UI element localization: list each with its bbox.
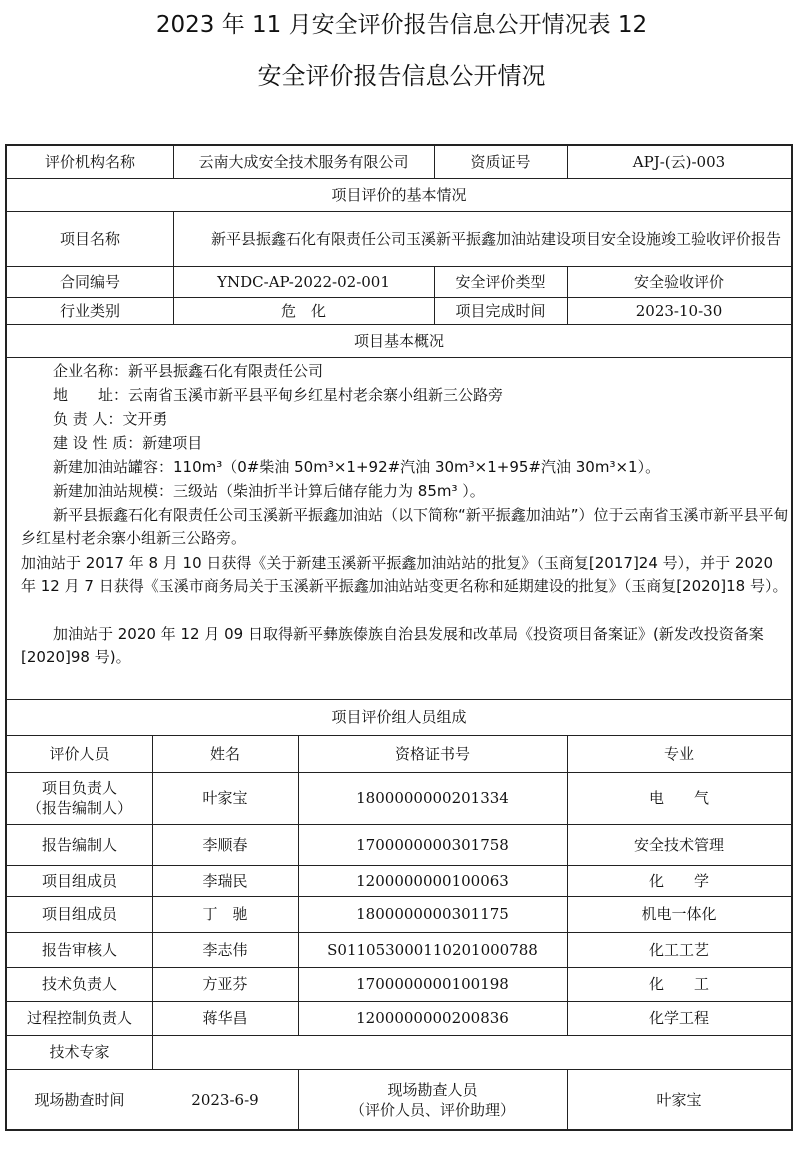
team-row-major: 化工工艺 <box>648 940 709 959</box>
report-subtitle: 安全评价报告信息公开情况 <box>257 62 546 90</box>
team-row-name: 李瑞民 <box>202 871 248 890</box>
industry-label: 行业类别 <box>59 301 120 320</box>
survey-date: 2023-6-9 <box>191 1091 259 1109</box>
project-name: 新平县振鑫石化有限责任公司玉溪新平振鑫加油站建设项目安全设施竣工验收评价报告 <box>211 229 782 248</box>
team-row-name: 李顺春 <box>202 835 248 854</box>
team-row-role: 项目负责人 （报告编制人） <box>26 779 132 817</box>
industry: 危 化 <box>280 301 326 320</box>
org-name: 云南大成安全技术服务有限公司 <box>198 153 409 171</box>
team-row-name: 丁 驰 <box>202 905 248 923</box>
info-table <box>5 144 793 1131</box>
team-row-major: 安全技术管理 <box>633 835 724 854</box>
team-row-cert: 1700000000100198 <box>356 975 509 993</box>
cert-label: 资质证号 <box>470 153 531 171</box>
team-row-cert: 1200000000100063 <box>356 871 509 890</box>
team-row-role: 项目组成员 <box>41 905 117 923</box>
team-row-name: 李志伟 <box>202 940 248 959</box>
eval-type: 安全验收评价 <box>633 272 724 291</box>
company-address: 地 址：云南省玉溪市新平县平甸乡红星村老余寨小组新三公路旁 <box>53 386 504 404</box>
contract-label: 合同编号 <box>59 272 120 291</box>
tank-capacity: 新建加油站罐容：110m³（0#柴油 50m³×1+92#汽油 30m³×1+95#汽油 30m³×1）。 <box>53 458 661 476</box>
construction-nature: 建 设 性 质：新建项目 <box>53 434 203 452</box>
col-major: 专业 <box>663 744 694 763</box>
approval-description: 加油站于 2017 年 8 月 10 日获得《关于新建玉溪新平振鑫加油站站的批复》（玉商复[2017]24 号），并于 2020 年 12 月 7 日获得《玉溪市商务局关于玉溪新平振鑫加油站站变更名称和延期建设的批复》（玉商复[2020]18 号）。 <box>21 554 788 595</box>
col-cert: 资格证书号 <box>394 744 470 763</box>
team-header: 项目评价组人员组成 <box>331 708 467 726</box>
team-row-role: 报告审核人 <box>41 940 117 959</box>
tech-expert-label: 技术专家 <box>49 1043 110 1061</box>
team-row-role: 过程控制负责人 <box>26 1009 132 1027</box>
finish-date: 2023-10-30 <box>635 301 723 320</box>
overview-header: 项目基本概况 <box>353 331 444 350</box>
station-description: 新平县振鑫石化有限责任公司玉溪新平振鑫加油站（以下简称“新平振鑫加油站”）位于云南省玉溪市新平县平甸乡红星村老余寨小组新三公路旁。 <box>21 506 789 547</box>
eval-type-label: 安全评价类型 <box>455 272 546 291</box>
report-title: 2023 年 11 月安全评价报告信息公开情况表 12 <box>155 12 648 38</box>
team-row-major: 化 学 <box>648 871 709 890</box>
col-name: 姓名 <box>209 744 240 763</box>
team-row-major: 化学工程 <box>648 1009 709 1027</box>
contract-number: YNDC-AP-2022-02-001 <box>217 272 390 291</box>
basic-info-header: 项目评价的基本情况 <box>331 185 467 204</box>
team-row-role: 报告编制人 <box>41 835 117 854</box>
team-row-name: 方亚芬 <box>202 975 248 993</box>
project-name-label: 项目名称 <box>59 229 120 248</box>
company-name: 企业名称：新平县振鑫石化有限责任公司 <box>53 362 324 380</box>
org-label: 评价机构名称 <box>44 153 135 171</box>
company-person: 负 责 人：文开勇 <box>53 410 168 428</box>
station-scale: 新建加油站规模：三级站（柴油折半计算后储存能力为 85m³ ）。 <box>53 482 485 500</box>
team-row-major: 电 气 <box>648 789 709 807</box>
team-row-cert: 1800000000301175 <box>356 905 509 923</box>
team-row-major: 机电一体化 <box>641 905 717 923</box>
team-row-cert: S011053000110201000788 <box>327 940 538 959</box>
team-row-name: 叶家宝 <box>202 789 248 807</box>
filing-description: 加油站于 2020 年 12 月 09 日取得新平彝族傣族自治县发展和改革局《投资项目备案证》(新发改投资备案[2020]98 号)。 <box>21 625 764 666</box>
survey-time-label: 现场勘查时间 <box>34 1091 125 1109</box>
team-row-role: 项目组成员 <box>41 871 117 890</box>
cert-number: APJ-(云)-003 <box>632 153 726 171</box>
team-row-major: 化 工 <box>648 975 709 993</box>
survey-staff-label: 现场勘查人员 （评价人员、评价助理） <box>349 1081 515 1119</box>
survey-staff: 叶家宝 <box>656 1091 702 1109</box>
team-row-name: 蒋华昌 <box>202 1009 248 1027</box>
team-row-role: 技术负责人 <box>41 975 117 993</box>
col-role: 评价人员 <box>49 744 110 763</box>
tech-expert-value <box>152 1035 791 1069</box>
team-row-cert: 1200000000200836 <box>356 1009 509 1027</box>
team-row-cert: 1800000000201334 <box>356 789 509 807</box>
finish-time-label: 项目完成时间 <box>455 301 546 320</box>
team-row-cert: 1700000000301758 <box>356 835 509 854</box>
